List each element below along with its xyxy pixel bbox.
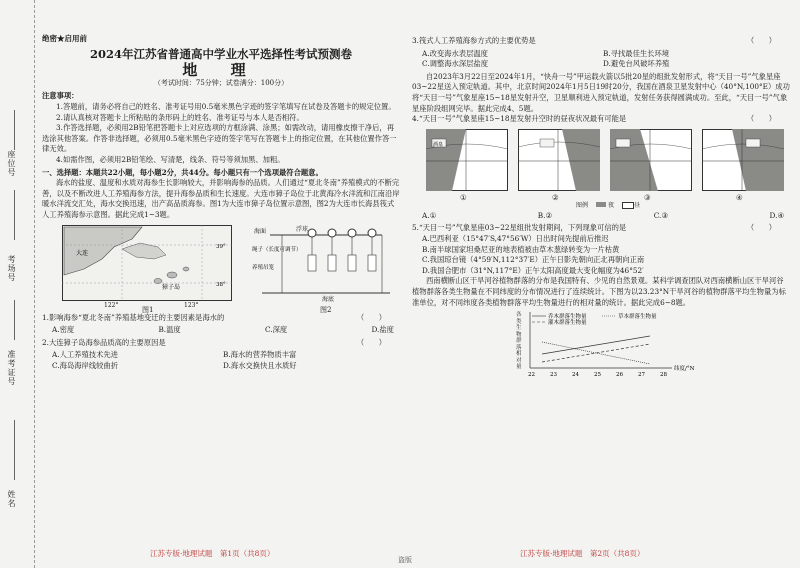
- question-2: [42, 338, 400, 349]
- option: D.盐度: [371, 325, 394, 335]
- legend-day: 昼: [634, 201, 641, 209]
- question-5: [412, 223, 790, 234]
- exam-title: 2024年江苏省普通高中学业水平选择性考试预测卷: [89, 46, 352, 61]
- daynight-maps: [412, 125, 790, 209]
- option: C.深度: [264, 325, 288, 335]
- notice-item: 4.如需作图，必须用2B铅笔绘、写清楚，线条、符号等须加黑、加粗。: [56, 154, 285, 164]
- option: D.海水交换快且水质好: [223, 360, 297, 370]
- map-tag: 酒泉: [433, 141, 444, 148]
- map-number: ②: [552, 192, 559, 202]
- legend-title: 图例: [576, 201, 589, 209]
- right-page: [412, 0, 790, 386]
- notice-item: 3.作答选择题，必须用2B铅笔把答题卡上对应选项的方框涂满、涂黑；如需改动，请用橡皮擦干净后，再选涂其他答案。作答非选择题，必须用0.5毫米黑色字迹的签字笔写在答题卡上的指定位置，在其他位置作答一律无效。: [42, 123, 397, 154]
- option: A.①: [422, 210, 437, 220]
- question-4-options: [412, 211, 790, 222]
- answer-blank: （ ）: [746, 114, 776, 124]
- question-1-options: [42, 325, 400, 336]
- series-line: [542, 344, 650, 362]
- question-2-options: [42, 350, 400, 371]
- series-label: 乔木群落生物量: [548, 314, 587, 321]
- notice-item: 1.答题前，请务必将自己的姓名、准考证号用0.5毫米黑色字迹的签字笔填写在试卷及答题卡的规定位置。: [56, 101, 396, 111]
- x-tick: 22: [528, 372, 535, 379]
- question-3-options: [412, 49, 790, 70]
- option: B.海水的营养物质丰富: [223, 350, 297, 360]
- label-float: 浮球: [296, 225, 309, 233]
- option: D.我国合肥市（31°N,117°E）正午太阳高度最大变化幅度为46°52′: [422, 265, 644, 275]
- passage: 自2023年3月22日至2024年1月，“快舟一号”甲运载火箭以5批20星的组批发射形式，将“天目一号”气象星座03~22星送入预定轨道。其中，北京时间2024年1月5日19时20分，我国在酒泉卫星发射中心（40°N,100°E）成功将“天目一号”气象星座15~18星发射升空，卫星顺利进入预定轨道，发射任务获得圆满成功。至此，“天目一号”气象星座阶段组网完毕。据此完成4、5题。: [412, 71, 790, 113]
- label-cage: 养殖吊笼: [252, 264, 275, 271]
- lat-label: 39°: [216, 243, 226, 250]
- section-heading: 一、选择题：本题共22小题，每小题2分，共44分。每小题只有一个选项最符合题意。: [42, 167, 323, 177]
- map-label-zhangzi: 獐子岛: [162, 283, 181, 291]
- gutter-label: 姓名: [7, 490, 16, 508]
- option: B.②: [537, 210, 553, 220]
- option: B.南半球国家坦桑尼亚的地表植被由草木葱绿转变为一片枯黄: [422, 244, 620, 254]
- biomass-chart: [412, 308, 790, 386]
- figure1-caption: 图1: [142, 305, 154, 314]
- question-text: 1.影响海参“夏北冬南”养殖基地变迁的主要因素是海水的: [42, 312, 225, 322]
- label-sea-surface: 海面: [254, 227, 267, 235]
- y-axis-label: 各类生物群落相对量: [516, 312, 522, 371]
- map-number: ①: [460, 192, 467, 202]
- notice-item: 2.请认真核对答题卡上所粘贴的条形码上的姓名、准考证号与本人是否相符。: [56, 112, 304, 122]
- answer-blank: （ ）: [746, 223, 776, 233]
- right-footer: 江苏专版·地理试题 第2页（共8页）: [520, 549, 645, 558]
- option: A.巴西利亚（15°47′S,47°56′W）日出时间先提前后推迟: [422, 233, 609, 243]
- figure1-map: [62, 225, 232, 301]
- subject-title: 地 理: [182, 61, 260, 80]
- series-label: 草本群落生物量: [618, 314, 657, 321]
- label-rope: 绳子（长度可调节）: [252, 246, 302, 253]
- figure2-diagram: [252, 225, 392, 305]
- map-option-2: [518, 129, 600, 191]
- legend-night: 夜: [608, 201, 615, 209]
- lon-label: 122°: [104, 301, 119, 309]
- x-axis-label: 纬度/°N: [674, 366, 695, 373]
- lon-label: 123°: [184, 301, 199, 309]
- binding-gutter: [0, 0, 35, 568]
- option: D.避免台风破坏养殖: [603, 59, 670, 69]
- option: A.人工养殖技术先进: [52, 350, 118, 360]
- gutter-label: 准考证号: [7, 350, 16, 386]
- passage: 西南横断山区干旱河谷植物群落的分布是我国特有、少见的自然景观。某科学调查团队对西南横断山区干旱河谷植物群落各类生物量在不同纬度的分布情况进行了连续统计。下图为以23.23°N干旱河谷的植物群落平均生物量为标准单位，对不同纬度各类植物群落平均生物量进行的相对量的统计。据此完成6~8题。: [412, 276, 786, 307]
- answer-blank: （ ）: [356, 337, 386, 347]
- middle-watermark: 盗版: [398, 556, 412, 564]
- question-text: 4.“天目一号”气象星座15~18星发射升空时的昼夜状况最有可能是: [412, 114, 627, 124]
- legend-day-swatch: [622, 202, 634, 209]
- x-tick: 28: [660, 372, 667, 379]
- answer-blank: （ ）: [356, 312, 386, 322]
- gutter-label: 座位号: [7, 150, 16, 177]
- secret-mark: 绝密★启用前: [42, 34, 87, 43]
- passage: 海水的盐度、温度和水质对海参生长影响较大，并影响海参的品质。人们通过“夏北冬南”养殖模式的不断完善，以及不断改进人工养殖海参方法，提升海参品质和生长速度。大连市獐子岛位于北黄海冷水洋流和江南沿岸暖水洋流交汇处，海水交换迅速，出产高品质海参。图1为大连市獐子岛位置示意图，图2为大连市长海县筏式人工养殖海参示意图。据此完成1~3题。: [42, 178, 400, 219]
- x-tick: 24: [572, 372, 579, 379]
- question-text: 3.筏式人工养殖海参方式的主要优势是: [412, 36, 536, 45]
- exam-info: （考试时间：75分钟；试卷满分：100分）: [153, 78, 289, 87]
- map-number: ③: [644, 192, 651, 202]
- option: D.④: [769, 210, 784, 220]
- biomass-chart-svg: [502, 308, 702, 380]
- question-1: [42, 313, 400, 324]
- question-text: 2.大连獐子岛海参品质高的主要原因是: [42, 337, 166, 347]
- map-option-3: [610, 129, 692, 191]
- left-page: [42, 0, 400, 373]
- option: B.寻找最佳生长环境: [603, 48, 670, 58]
- map-option-1: [426, 129, 508, 191]
- option: C.我国琼台镜（4°59′N,112°37′E）正午日影先朝向正北再朝向正南: [422, 255, 645, 265]
- question-4: [412, 114, 790, 125]
- figure2-caption: 图2: [320, 305, 332, 314]
- question-3: [412, 36, 790, 47]
- gutter-label: 考场号: [7, 255, 16, 282]
- x-tick: 27: [638, 372, 645, 379]
- map-number: ④: [736, 192, 743, 202]
- series-label: 灌木群落生物量: [548, 320, 587, 327]
- x-tick: 25: [594, 372, 601, 379]
- option: A.密度: [52, 325, 75, 335]
- option: A.改变海水表层温度: [422, 48, 488, 58]
- option: C.海岛海岸线较曲折: [52, 360, 119, 370]
- x-tick: 26: [616, 372, 623, 379]
- x-tick: 23: [550, 372, 557, 379]
- option: B.温度: [158, 325, 181, 335]
- question-text: 5.“天目一号”气象星座03~22星组批发射期间，下列现象可信的是: [412, 223, 627, 233]
- left-footer: 江苏专版·地理试题 第1页（共8页）: [150, 549, 275, 558]
- option: C.③: [653, 210, 668, 220]
- option: C.调整海水深层盐度: [422, 59, 489, 69]
- map-option-4: [702, 129, 784, 191]
- figures-row: [42, 225, 400, 313]
- legend-night-swatch: [596, 202, 606, 207]
- lat-label: 38°: [216, 281, 226, 288]
- label-sea-bottom: 海底: [322, 295, 335, 303]
- notice-heading: 注意事项：: [42, 91, 79, 101]
- map-label-dalian: 大连: [76, 249, 89, 257]
- answer-blank: （ ）: [746, 36, 776, 45]
